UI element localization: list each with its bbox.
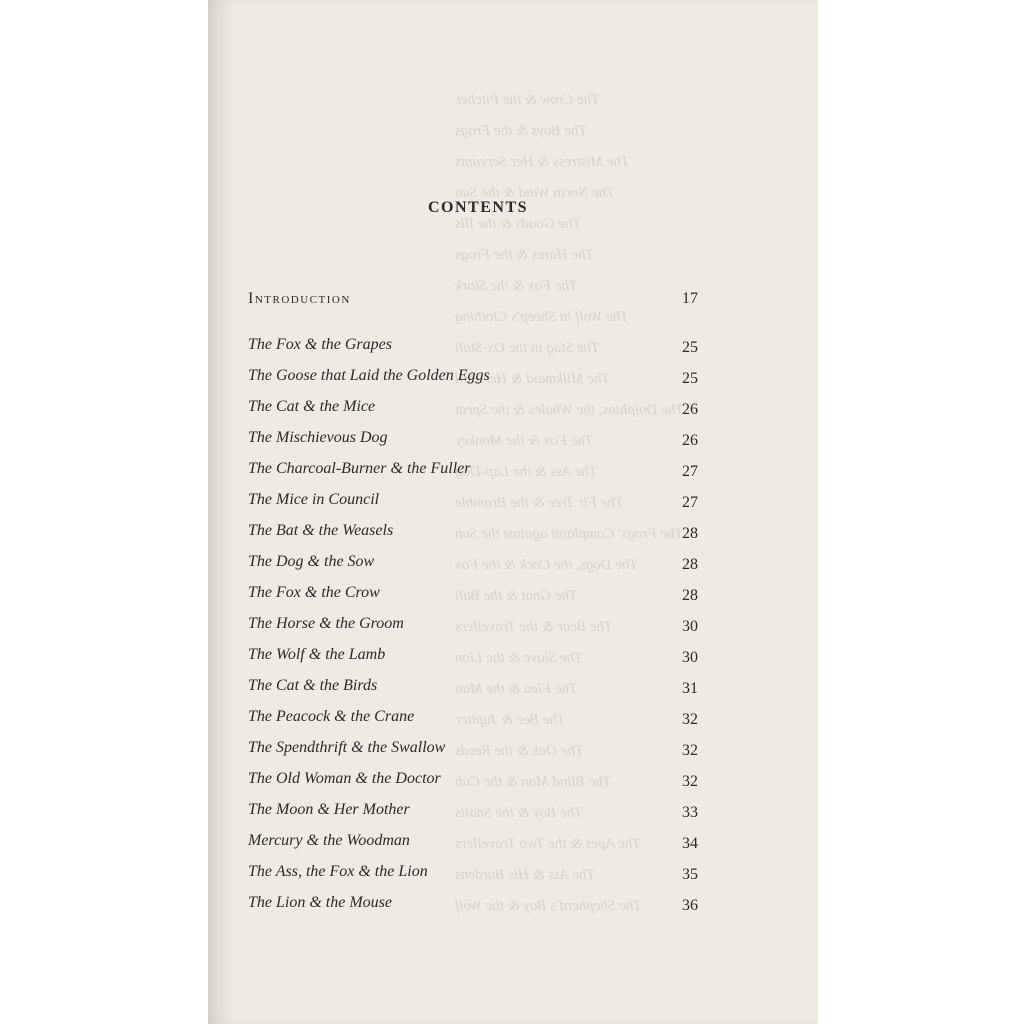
entry-label: The Mischievous Dog xyxy=(248,429,388,446)
entry-label: The Fox & the Crow xyxy=(248,584,380,601)
show-through-line: The Crow & the Pitcher xyxy=(455,92,600,108)
show-through-line: The Dogs, the Cock & the Fox xyxy=(455,557,638,573)
page-title: CONTENTS xyxy=(427,199,529,216)
contents-entry xyxy=(248,367,698,398)
show-through-line: The Boys & the Frogs xyxy=(455,123,587,139)
contents-entry xyxy=(248,584,698,615)
entry-label: The Horse & the Groom xyxy=(248,615,404,632)
show-through-line: The Fox & the Stork xyxy=(455,278,578,294)
contents-entry xyxy=(248,336,698,367)
entry-page-number: 36 xyxy=(682,897,698,914)
contents-entry xyxy=(248,615,698,646)
show-through-line: The Slave & the Lion xyxy=(455,650,583,666)
entry-label: The Dog & the Sow xyxy=(248,553,375,570)
show-through-line: The Goods & the Ills xyxy=(455,216,581,232)
entry-label: Introduction xyxy=(248,290,351,307)
entry-label: The Old Woman & the Doctor xyxy=(248,770,441,787)
contents-entry xyxy=(248,522,698,553)
show-through-line: The Fir Tree & the Bramble xyxy=(455,495,624,511)
show-through-line: The Dolphins, the Whales & the Sprat xyxy=(455,402,684,418)
show-through-line: The Oak & the Reeds xyxy=(455,743,584,759)
entry-page-number: 25 xyxy=(682,339,698,356)
contents-entry xyxy=(248,677,698,708)
entry-page-number: 17 xyxy=(682,290,698,307)
contents-entry xyxy=(248,553,698,584)
show-through-line: The Wolf in Sheep's Clothing xyxy=(455,309,629,325)
show-through-line: The Mistress & Her Servants xyxy=(455,154,630,170)
show-through-line: The Gnat & the Bull xyxy=(455,588,578,604)
show-through-line: The Bee & Jupiter xyxy=(455,712,566,728)
entry-label: The Lion & the Mouse xyxy=(248,894,392,911)
contents-entry xyxy=(248,739,698,770)
show-through-line: The Stag in the Ox-Stall xyxy=(455,340,600,356)
contents-entry xyxy=(248,770,698,801)
entry-page-number: 35 xyxy=(682,866,698,883)
entry-page-number: 31 xyxy=(682,680,698,697)
contents-entry xyxy=(248,832,698,863)
entry-label: Mercury & the Woodman xyxy=(248,832,410,849)
entry-page-number: 32 xyxy=(682,773,698,790)
contents-entry xyxy=(248,863,698,894)
entry-label: The Moon & Her Mother xyxy=(248,801,410,818)
entry-page-number: 28 xyxy=(682,587,698,604)
contents-entry xyxy=(248,491,698,522)
entry-page-number: 33 xyxy=(682,804,698,821)
entry-page-number: 30 xyxy=(682,649,698,666)
show-through-line: The Flea & the Man xyxy=(455,681,578,697)
entry-label: The Spendthrift & the Swallow xyxy=(248,739,446,756)
entry-page-number: 28 xyxy=(682,525,698,542)
show-through-line: The North Wind & the Sun xyxy=(455,185,615,201)
entry-page-number: 27 xyxy=(682,494,698,511)
entry-label: The Ass, the Fox & the Lion xyxy=(248,863,428,880)
contents-entry xyxy=(248,398,698,429)
entry-label: The Bat & the Weasels xyxy=(248,522,394,539)
introduction-entry xyxy=(248,290,698,314)
entry-label: The Cat & the Birds xyxy=(248,677,378,694)
entry-label: The Fox & the Grapes xyxy=(248,336,392,353)
entry-page-number: 32 xyxy=(682,711,698,728)
contents-entry xyxy=(248,460,698,491)
entry-page-number: 27 xyxy=(682,463,698,480)
entry-page-number: 25 xyxy=(682,370,698,387)
entry-page-number: 28 xyxy=(682,556,698,573)
contents-entry xyxy=(248,801,698,832)
entry-label: The Peacock & the Crane xyxy=(248,708,415,725)
show-through-line: The Bear & the Travellers xyxy=(455,619,613,635)
entry-label: The Charcoal-Burner & the Fuller xyxy=(248,460,471,477)
entry-page-number: 32 xyxy=(682,742,698,759)
contents-entry xyxy=(248,429,698,460)
entry-label: The Mice in Council xyxy=(248,491,380,508)
entry-page-number: 26 xyxy=(682,401,698,418)
entry-label: The Wolf & the Lamb xyxy=(248,646,386,663)
show-through-line: The Boy & the Snails xyxy=(455,805,583,821)
entry-page-number: 34 xyxy=(682,835,698,852)
entry-page-number: 30 xyxy=(682,618,698,635)
contents-entry xyxy=(248,894,698,925)
entry-label: The Cat & the Mice xyxy=(248,398,376,415)
contents-entry xyxy=(248,646,698,677)
contents-entry xyxy=(248,708,698,739)
show-through-line: The Blind Man & the Cub xyxy=(455,774,612,790)
contents-list xyxy=(248,336,698,925)
entry-page-number: 26 xyxy=(682,432,698,449)
show-through-line: The Fox & the Monkey xyxy=(455,433,594,449)
show-through-line: The Ass & the Lap-Dog xyxy=(455,464,598,480)
show-through-line: The Milkmaid & Her Pail xyxy=(455,371,610,387)
show-through-line: The Frogs' Complaint against the Sun xyxy=(455,526,684,542)
show-through-line: The Shepherd's Boy & the Wolf xyxy=(455,898,642,914)
show-through-line: The Hares & the Frogs xyxy=(455,247,594,263)
entry-label: The Goose that Laid the Golden Eggs xyxy=(248,367,490,384)
show-through-line: The Ass & His Burdens xyxy=(455,867,596,883)
show-through-line: The Apes & the Two Travellers xyxy=(455,836,641,852)
